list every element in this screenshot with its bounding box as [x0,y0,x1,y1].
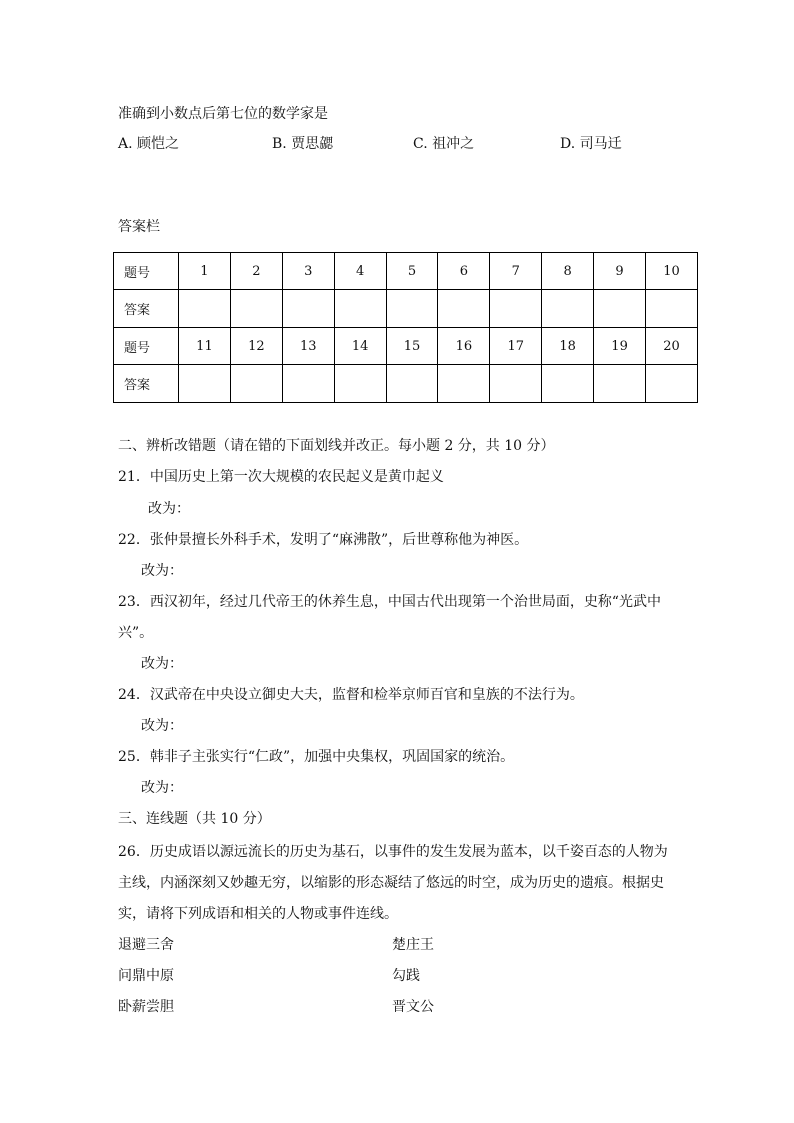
row-label-number: 题号 [114,253,179,290]
question-21: 21．中国历史上第一次大规模的农民起义是黄巾起义 [118,469,444,485]
table-row [114,328,698,365]
number-cell: 3 [282,253,334,290]
number-cell: 8 [542,253,594,290]
option-d: D. 司马迁 [560,136,622,152]
row-label-number: 题号 [114,328,179,365]
answer-cell[interactable] [542,365,594,403]
question-23-fix: 改为： [141,656,183,672]
table-row [114,365,698,403]
section-3-heading: 三、连线题（共 10 分） [118,811,271,827]
answer-cell[interactable] [230,365,282,403]
option-c: C. 祖冲之 [413,136,475,152]
answer-cell[interactable] [386,290,438,328]
idiom-item: 退避三舍 [118,937,174,953]
person-item: 楚庄王 [392,937,434,953]
question-24: 24．汉武帝在中央设立御史大夫，监督和检举京师百官和皇族的不法行为。 [118,687,584,703]
number-cell: 10 [646,253,698,290]
answer-cell[interactable] [334,365,386,403]
question-20-stem: 准确到小数点后第七位的数学家是 [118,106,328,122]
question-22-fix: 改为： [141,563,183,579]
number-cell: 9 [594,253,646,290]
number-cell: 6 [438,253,490,290]
row-label-answer: 答案 [114,290,179,328]
answer-cell[interactable] [646,290,698,328]
answer-table [113,252,698,403]
question-21-fix: 改为： [148,501,190,517]
option-a: A. 顾恺之 [118,136,180,152]
answer-cell[interactable] [179,365,231,403]
answer-cell[interactable] [490,365,542,403]
answer-cell[interactable] [282,365,334,403]
number-cell: 2 [230,253,282,290]
answer-cell[interactable] [386,365,438,403]
answer-cell[interactable] [334,290,386,328]
number-cell: 16 [438,328,490,365]
number-cell: 17 [490,328,542,365]
number-cell: 19 [594,328,646,365]
answer-cell[interactable] [438,290,490,328]
answer-cell[interactable] [282,290,334,328]
option-b: B. 贾思勰 [272,136,334,152]
row-label-answer: 答案 [114,365,179,403]
number-cell: 12 [230,328,282,365]
answer-cell[interactable] [542,290,594,328]
answer-cell[interactable] [179,290,231,328]
question-24-fix: 改为： [141,718,183,734]
answer-cell[interactable] [594,365,646,403]
table-row [114,253,698,290]
number-cell: 14 [334,328,386,365]
answer-bar-title: 答案栏 [118,219,160,235]
person-item: 勾践 [392,968,420,984]
number-cell: 11 [179,328,231,365]
number-cell: 4 [334,253,386,290]
answer-cell[interactable] [646,365,698,403]
section-2-heading: 二、辨析改错题（请在错的下面划线并改正。每小题 2 分，共 10 分） [118,438,555,454]
answer-cell[interactable] [594,290,646,328]
number-cell: 15 [386,328,438,365]
answer-cell[interactable] [438,365,490,403]
table-row [114,290,698,328]
question-23: 23．西汉初年，经过几代帝王的休养生息，中国古代出现第一个治世局面，史称“光武中 [118,594,661,610]
number-cell: 13 [282,328,334,365]
number-cell: 18 [542,328,594,365]
question-26-line-1: 26．历史成语以源远流长的历史为基石，以事件的发生发展为蓝本，以千姿百态的人物为 [118,844,668,860]
answer-cell[interactable] [230,290,282,328]
number-cell: 1 [179,253,231,290]
question-26-line-3: 实，请将下列成语和相关的人物或事件连线。 [118,906,398,922]
question-23-cont: 兴”。 [118,625,154,641]
number-cell: 5 [386,253,438,290]
idiom-item: 卧薪尝胆 [118,999,174,1015]
question-25: 25．韩非子主张实行“仁政”，加强中央集权，巩固国家的统治。 [118,749,515,765]
number-cell: 7 [490,253,542,290]
question-25-fix: 改为： [141,780,183,796]
question-26-line-2: 主线，内涵深刻又妙趣无穷，以缩影的形态凝结了悠远的时空，成为历史的遗痕。根据史 [118,875,664,891]
question-22: 22．张仲景擅长外科手术，发明了“麻沸散”，后世尊称他为神医。 [118,532,529,548]
answer-cell[interactable] [490,290,542,328]
number-cell: 20 [646,328,698,365]
person-item: 晋文公 [392,999,434,1015]
idiom-item: 问鼎中原 [118,968,174,984]
